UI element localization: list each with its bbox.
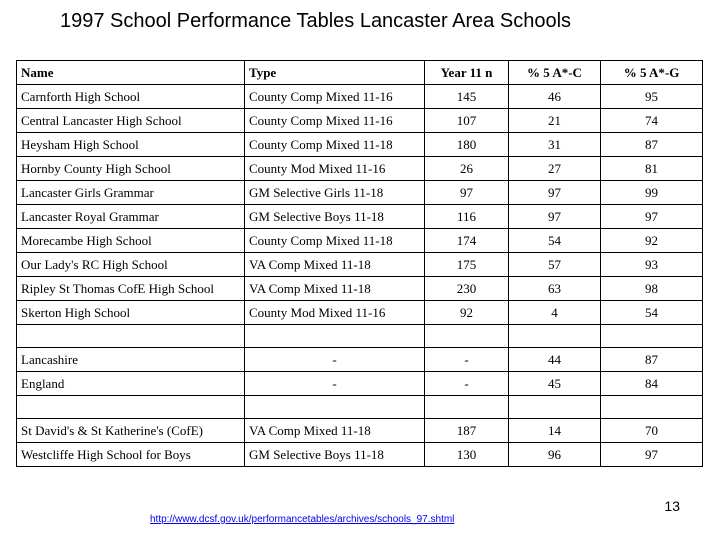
cell-year11: 174 — [425, 229, 509, 253]
cell-name: Morecambe High School — [17, 229, 245, 253]
cell-year11: - — [425, 348, 509, 372]
cell-type: GM Selective Girls 11-18 — [245, 181, 425, 205]
cell-year11: - — [425, 372, 509, 396]
spacer-row — [17, 396, 703, 419]
header-pct-ag: % 5 A*-G — [601, 61, 703, 85]
cell-type: County Mod Mixed 11-16 — [245, 157, 425, 181]
school-row — [17, 157, 703, 181]
empty-cell — [245, 396, 425, 419]
cell-pct-ag: 97 — [601, 443, 703, 467]
cell-year11: 92 — [425, 301, 509, 325]
cell-pct-ag: 70 — [601, 419, 703, 443]
region-row — [17, 372, 703, 396]
cell-pct-ac: 46 — [509, 85, 601, 109]
empty-cell — [509, 396, 601, 419]
cell-type: VA Comp Mixed 11-18 — [245, 253, 425, 277]
cell-name: Skerton High School — [17, 301, 245, 325]
source-link[interactable]: http://www.dcsf.gov.uk/performancetables/archives/schools_97.shtml — [150, 514, 455, 525]
school-row — [17, 181, 703, 205]
cell-name: Lancashire — [17, 348, 245, 372]
cell-pct-ac: 57 — [509, 253, 601, 277]
cell-year11: 26 — [425, 157, 509, 181]
cell-pct-ag: 93 — [601, 253, 703, 277]
cell-name: Carnforth High School — [17, 85, 245, 109]
cell-pct-ag: 95 — [601, 85, 703, 109]
cell-pct-ag: 74 — [601, 109, 703, 133]
cell-name: Our Lady's RC High School — [17, 253, 245, 277]
cell-pct-ac: 96 — [509, 443, 601, 467]
cell-year11: 187 — [425, 419, 509, 443]
cell-type: County Comp Mixed 11-16 — [245, 109, 425, 133]
cell-year11: 116 — [425, 205, 509, 229]
cell-pct-ag: 81 — [601, 157, 703, 181]
cell-type: - — [245, 372, 425, 396]
cell-name: England — [17, 372, 245, 396]
cell-pct-ag: 98 — [601, 277, 703, 301]
cell-year11: 230 — [425, 277, 509, 301]
cell-pct-ag: 97 — [601, 205, 703, 229]
header-row — [17, 61, 703, 85]
cell-pct-ac: 97 — [509, 181, 601, 205]
cell-name: Heysham High School — [17, 133, 245, 157]
header-pct-ac: % 5 A*-C — [509, 61, 601, 85]
empty-cell — [601, 396, 703, 419]
cell-name: Lancaster Girls Grammar — [17, 181, 245, 205]
cell-type: VA Comp Mixed 11-18 — [245, 419, 425, 443]
cell-pct-ac: 4 — [509, 301, 601, 325]
header-year11: Year 11 n — [425, 61, 509, 85]
cell-type: GM Selective Boys 11-18 — [245, 205, 425, 229]
page-title: 1997 School Performance Tables Lancaster Area Schools — [60, 10, 572, 32]
empty-cell — [17, 325, 245, 348]
cell-pct-ag: 84 — [601, 372, 703, 396]
comparison-row — [17, 419, 703, 443]
cell-type: GM Selective Boys 11-18 — [245, 443, 425, 467]
region-row — [17, 348, 703, 372]
school-row — [17, 205, 703, 229]
cell-pct-ag: 54 — [601, 301, 703, 325]
cell-year11: 145 — [425, 85, 509, 109]
cell-year11: 107 — [425, 109, 509, 133]
school-row — [17, 85, 703, 109]
cell-pct-ac: 21 — [509, 109, 601, 133]
school-row — [17, 301, 703, 325]
school-row — [17, 109, 703, 133]
cell-pct-ag: 87 — [601, 348, 703, 372]
cell-type: County Comp Mixed 11-18 — [245, 229, 425, 253]
cell-pct-ac: 54 — [509, 229, 601, 253]
cell-type: - — [245, 348, 425, 372]
cell-pct-ac: 97 — [509, 205, 601, 229]
cell-year11: 130 — [425, 443, 509, 467]
cell-name: Hornby County High School — [17, 157, 245, 181]
cell-name: Lancaster Royal Grammar — [17, 205, 245, 229]
empty-cell — [425, 325, 509, 348]
cell-pct-ac: 63 — [509, 277, 601, 301]
header-name: Name — [17, 61, 245, 85]
page-number: 13 — [664, 498, 680, 514]
cell-type: County Mod Mixed 11-16 — [245, 301, 425, 325]
school-row — [17, 253, 703, 277]
cell-pct-ac: 14 — [509, 419, 601, 443]
header-type: Type — [245, 61, 425, 85]
empty-cell — [17, 396, 245, 419]
cell-name: Westcliffe High School for Boys — [17, 443, 245, 467]
cell-name: St David's & St Katherine's (CofE) — [17, 419, 245, 443]
cell-year11: 175 — [425, 253, 509, 277]
cell-name: Ripley St Thomas CofE High School — [17, 277, 245, 301]
school-row — [17, 277, 703, 301]
cell-pct-ac: 31 — [509, 133, 601, 157]
empty-cell — [601, 325, 703, 348]
cell-pct-ag: 92 — [601, 229, 703, 253]
empty-cell — [509, 325, 601, 348]
cell-pct-ac: 44 — [509, 348, 601, 372]
cell-year11: 180 — [425, 133, 509, 157]
cell-pct-ag: 87 — [601, 133, 703, 157]
cell-type: VA Comp Mixed 11-18 — [245, 277, 425, 301]
spacer-row — [17, 325, 703, 348]
school-row — [17, 133, 703, 157]
school-row — [17, 229, 703, 253]
empty-cell — [425, 396, 509, 419]
cell-pct-ac: 27 — [509, 157, 601, 181]
cell-pct-ag: 99 — [601, 181, 703, 205]
performance-table — [16, 60, 703, 467]
comparison-row — [17, 443, 703, 467]
cell-type: County Comp Mixed 11-16 — [245, 85, 425, 109]
empty-cell — [245, 325, 425, 348]
cell-type: County Comp Mixed 11-18 — [245, 133, 425, 157]
cell-pct-ac: 45 — [509, 372, 601, 396]
cell-name: Central Lancaster High School — [17, 109, 245, 133]
cell-year11: 97 — [425, 181, 509, 205]
